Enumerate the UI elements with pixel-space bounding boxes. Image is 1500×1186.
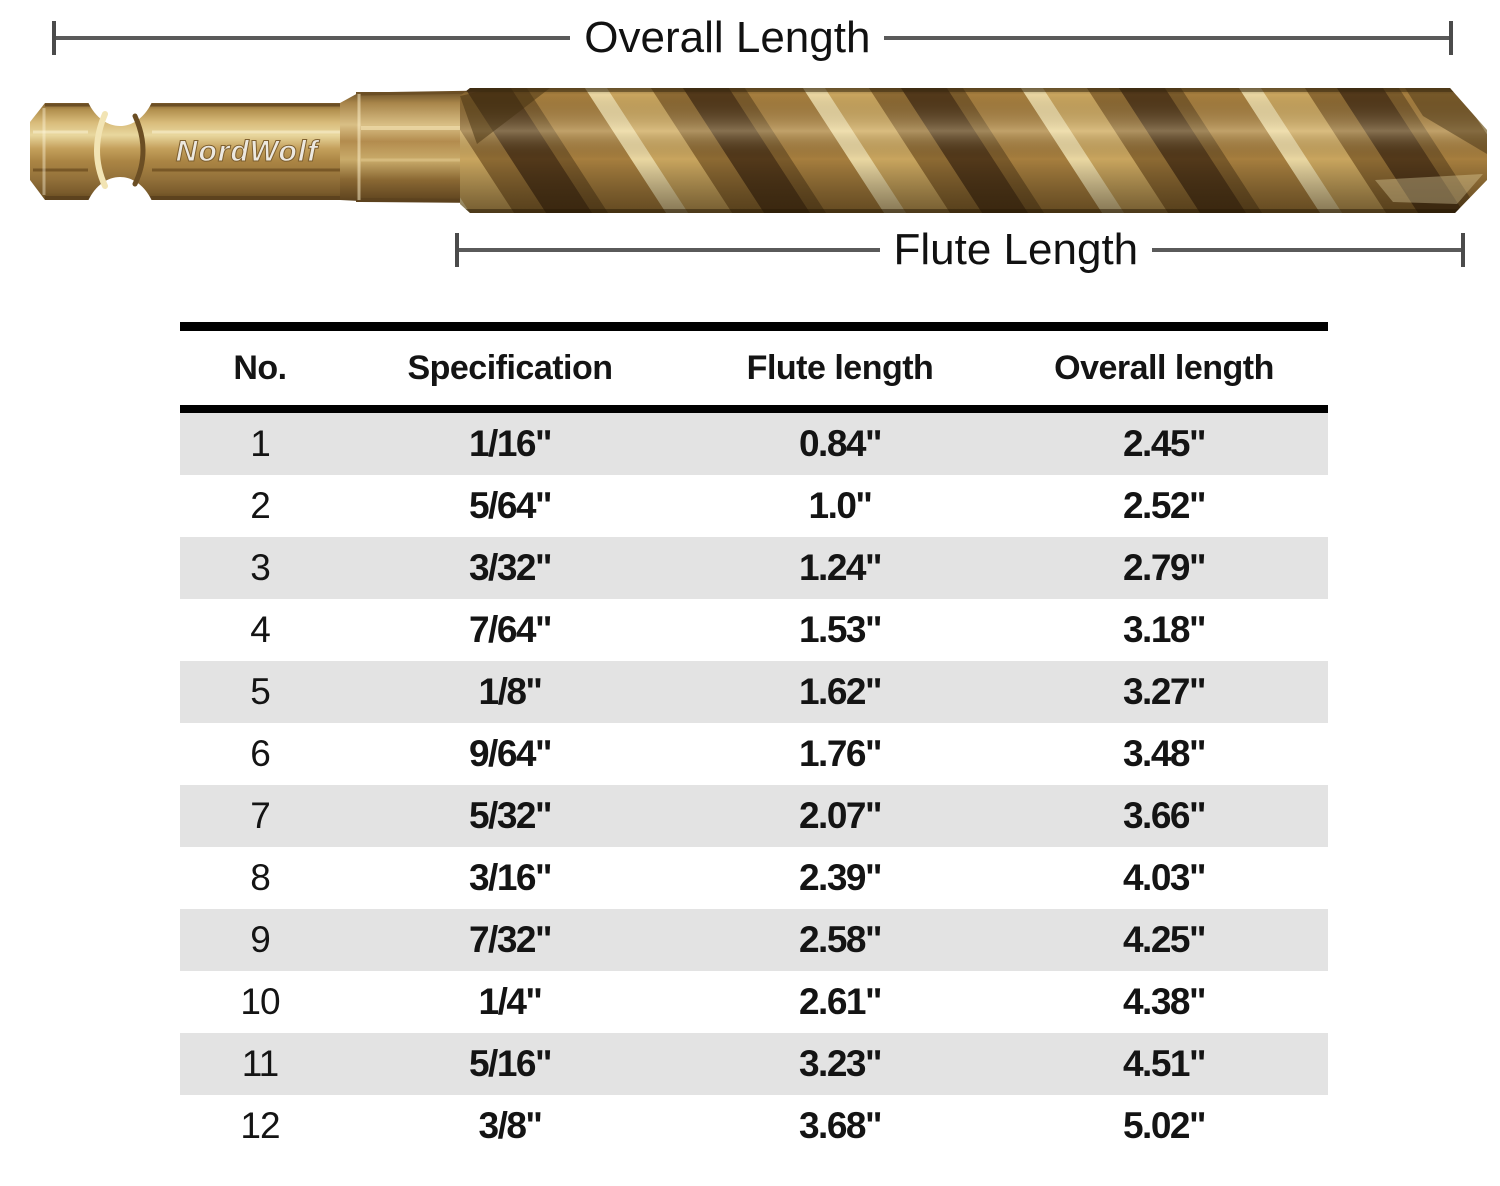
drill-bit-image	[25, 82, 1495, 222]
spec-table	[180, 322, 1328, 1157]
table-cell-spec: 1/8"	[478, 671, 542, 712]
table-row	[180, 847, 1328, 909]
dimension-line-segment	[884, 36, 1449, 40]
table-cell-spec: 5/64"	[468, 485, 552, 526]
table-cell-overall: 4.51"	[1122, 1043, 1206, 1084]
table-cell-flute: 1.24"	[798, 547, 882, 588]
table-cell-no: 2	[250, 485, 270, 526]
table-cell-no: 9	[250, 919, 270, 960]
col-header-flute-length: Flute length	[746, 348, 934, 387]
table-cell-no: 4	[250, 609, 270, 650]
table-cell-no: 12	[240, 1105, 280, 1146]
table-cell-no: 11	[241, 1043, 279, 1084]
col-header-no: No.	[233, 348, 287, 387]
drill-bit-svg	[25, 82, 1495, 222]
table-row	[180, 413, 1328, 475]
table-header-rule	[180, 405, 1328, 413]
table-cell-spec: 5/16"	[468, 1043, 552, 1084]
col-header-specification: Specification	[407, 348, 613, 387]
table-cell-overall: 2.45"	[1122, 423, 1206, 464]
dimension-line-segment	[1152, 248, 1461, 252]
table-cell-flute: 1.0"	[808, 485, 872, 526]
table-cell-spec: 3/32"	[468, 547, 552, 588]
table-cell-overall: 4.25"	[1122, 919, 1206, 960]
table-row	[180, 475, 1328, 537]
dimension-tick-right	[1449, 21, 1453, 55]
table-cell-spec: 3/8"	[478, 1105, 542, 1146]
table-cell-overall: 2.52"	[1122, 485, 1206, 526]
table-cell-overall: 5.02"	[1122, 1105, 1206, 1146]
table-cell-flute: 1.53"	[798, 609, 882, 650]
dimension-tick-right	[1461, 233, 1465, 267]
table-cell-spec: 1/4"	[478, 981, 542, 1022]
dimension-line-segment	[459, 248, 880, 252]
table-cell-overall: 3.27"	[1122, 671, 1206, 712]
table-cell-flute: 2.61"	[798, 981, 882, 1022]
table-cell-flute: 1.62"	[798, 671, 882, 712]
table-cell-no: 7	[250, 795, 270, 836]
table-cell-spec: 7/64"	[468, 609, 552, 650]
table-row	[180, 909, 1328, 971]
table-cell-spec: 1/16"	[468, 423, 552, 464]
table-cell-overall: 3.48"	[1122, 733, 1206, 774]
table-row	[180, 661, 1328, 723]
table-top-rule	[180, 322, 1328, 331]
flute-length-label: Flute Length	[893, 225, 1139, 274]
table-cell-no: 8	[250, 857, 270, 898]
table-cell-spec: 3/16"	[468, 857, 552, 898]
table-cell-no: 1	[250, 423, 270, 464]
table-row	[180, 599, 1328, 661]
table-cell-overall: 4.03"	[1122, 857, 1206, 898]
table-cell-flute: 3.23"	[798, 1043, 882, 1084]
table-cell-no: 6	[250, 733, 270, 774]
table-cell-overall: 3.66"	[1122, 795, 1206, 836]
hex-shank	[30, 94, 340, 209]
spec-table-body	[180, 413, 1328, 1157]
table-row	[180, 785, 1328, 847]
table-row	[180, 971, 1328, 1033]
table-cell-overall: 4.38"	[1122, 981, 1206, 1022]
table-cell-overall: 2.79"	[1122, 547, 1206, 588]
dimension-line-segment	[56, 36, 570, 40]
table-cell-flute: 3.68"	[798, 1105, 882, 1146]
col-header-overall-length: Overall length	[1054, 348, 1274, 387]
table-row	[180, 1033, 1328, 1095]
table-row	[180, 537, 1328, 599]
table-cell-no: 3	[250, 547, 270, 588]
table-cell-spec: 7/32"	[468, 919, 552, 960]
table-header-row	[180, 331, 1328, 405]
table-row	[180, 723, 1328, 785]
table-cell-flute: 0.84"	[798, 423, 882, 464]
brand-text: NordWolf	[175, 135, 319, 168]
overall-length-label: Overall Length	[584, 13, 871, 62]
table-cell-overall: 3.18"	[1122, 609, 1206, 650]
flute-length-dimension	[455, 225, 1465, 274]
table-cell-flute: 1.76"	[798, 733, 882, 774]
table-cell-flute: 2.58"	[798, 919, 882, 960]
table-cell-spec: 9/64"	[468, 733, 552, 774]
table-cell-flute: 2.39"	[798, 857, 882, 898]
flute-section	[455, 82, 1495, 222]
table-row	[180, 1095, 1328, 1157]
table-cell-no: 10	[240, 981, 280, 1022]
table-cell-spec: 5/32"	[468, 795, 552, 836]
overall-length-dimension	[52, 13, 1453, 62]
table-cell-flute: 2.07"	[798, 795, 882, 836]
table-cell-no: 5	[250, 671, 270, 712]
